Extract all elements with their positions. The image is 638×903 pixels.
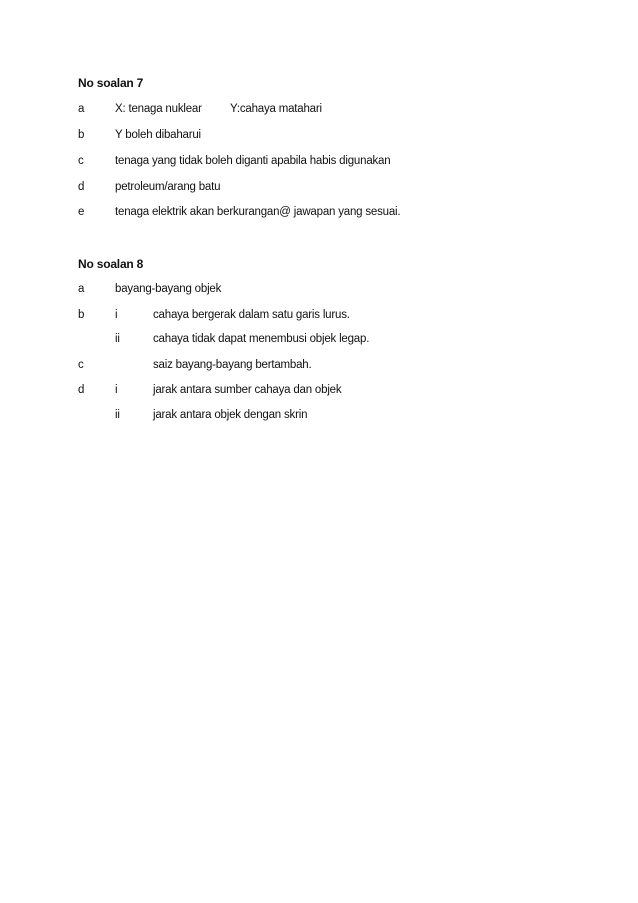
answer-text: tenaga yang tidak boleh diganti apabila habis digunakan [115,155,391,167]
answer-text: cahaya tidak dapat menembusi objek legap. [153,333,370,345]
answer-text: bayang-bayang objek [115,283,222,295]
answer-text: petroleum/arang batu [115,181,221,193]
answer-subnumber: i [115,384,118,396]
question-8-heading: No soalan 8 [78,257,144,271]
answer-text: X: tenaga nuklear [115,103,202,115]
question-7-heading: No soalan 7 [78,76,144,90]
answer-subnumber: ii [115,409,120,421]
answer-text: tenaga elektrik akan berkurangan@ jawapan yang sesuai. [115,206,401,218]
answer-letter: d [78,384,85,396]
answer-letter: b [78,129,85,141]
answer-subnumber: i [115,309,118,321]
answer-letter: d [78,181,85,193]
answer-text: saiz bayang-bayang bertambah. [153,359,312,371]
answer-text: jarak antara sumber cahaya dan objek [153,384,342,396]
answer-subnumber: ii [115,333,120,345]
answer-letter: c [78,155,84,167]
answer-letter: a [78,283,85,295]
answer-letter: a [78,103,85,115]
answer-letter: b [78,309,85,321]
answer-text: Y boleh dibaharui [115,129,201,141]
answer-text-secondary: Y:cahaya matahari [230,103,322,115]
answer-text: cahaya bergerak dalam satu garis lurus. [153,309,350,321]
answer-text: jarak antara objek dengan skrin [153,409,308,421]
answer-letter: c [78,359,84,371]
answer-letter: e [78,206,85,218]
